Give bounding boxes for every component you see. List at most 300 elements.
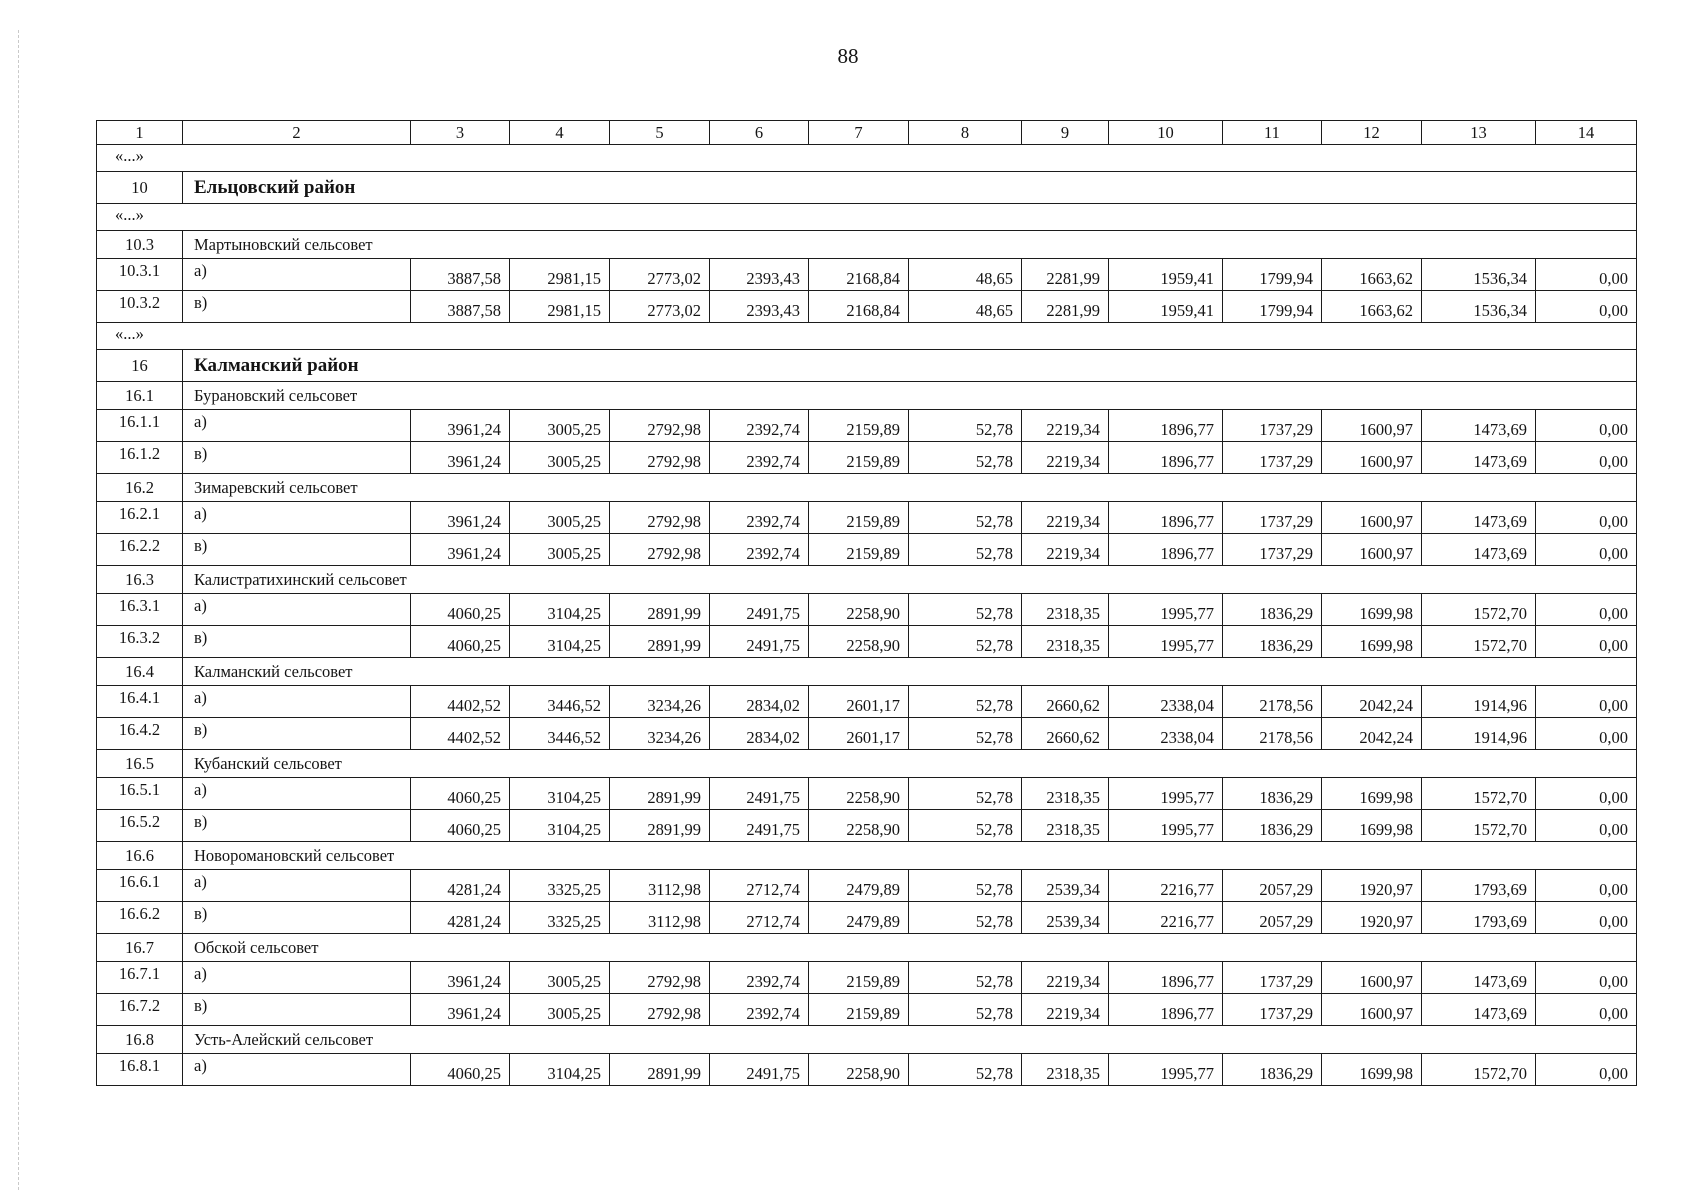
value-cell: 1699,98 xyxy=(1322,778,1422,810)
value-cell: 3234,26 xyxy=(610,686,710,718)
variant-label: а) xyxy=(183,502,411,534)
value-cell: 52,78 xyxy=(909,870,1022,902)
variant-label: а) xyxy=(183,1054,411,1086)
variant-label: а) xyxy=(183,962,411,994)
value-cell: 3005,25 xyxy=(510,962,610,994)
value-cell: 2601,17 xyxy=(809,686,909,718)
value-cell: 1799,94 xyxy=(1223,259,1322,291)
value-cell: 2216,77 xyxy=(1109,902,1223,934)
value-cell: 0,00 xyxy=(1536,778,1637,810)
value-cell: 1600,97 xyxy=(1322,502,1422,534)
variant-label: в) xyxy=(183,534,411,566)
value-cell: 3005,25 xyxy=(510,502,610,534)
value-cell: 0,00 xyxy=(1536,534,1637,566)
row-code: 16.4.1 xyxy=(97,686,183,718)
row-code: 16.3 xyxy=(97,566,183,594)
value-cell: 1896,77 xyxy=(1109,534,1223,566)
value-cell: 2660,62 xyxy=(1022,718,1109,750)
value-cell: 4281,24 xyxy=(411,902,510,934)
value-cell: 2057,29 xyxy=(1223,870,1322,902)
value-cell: 3961,24 xyxy=(411,502,510,534)
omission-mark: «...» xyxy=(97,323,1637,350)
value-cell: 2891,99 xyxy=(610,1054,710,1086)
value-cell: 0,00 xyxy=(1536,994,1637,1026)
value-cell: 3104,25 xyxy=(510,594,610,626)
value-cell: 2338,04 xyxy=(1109,686,1223,718)
value-cell: 2834,02 xyxy=(710,718,809,750)
value-cell: 52,78 xyxy=(909,594,1022,626)
table-row xyxy=(97,534,1637,566)
value-cell: 3887,58 xyxy=(411,291,510,323)
value-cell: 3112,98 xyxy=(610,870,710,902)
variant-label: в) xyxy=(183,626,411,658)
value-cell: 3005,25 xyxy=(510,534,610,566)
value-cell: 2891,99 xyxy=(610,810,710,842)
value-cell: 2792,98 xyxy=(610,502,710,534)
council-row xyxy=(97,474,1637,502)
column-number-cell: 1 xyxy=(97,121,183,145)
value-cell: 2057,29 xyxy=(1223,902,1322,934)
value-cell: 2792,98 xyxy=(610,962,710,994)
value-cell: 3446,52 xyxy=(510,686,610,718)
value-cell: 4281,24 xyxy=(411,870,510,902)
council-name: Зимаревский сельсовет xyxy=(183,474,1637,502)
column-number-cell: 10 xyxy=(1109,121,1223,145)
variant-label: а) xyxy=(183,686,411,718)
value-cell: 1836,29 xyxy=(1223,594,1322,626)
value-cell: 1600,97 xyxy=(1322,410,1422,442)
value-cell: 2338,04 xyxy=(1109,718,1223,750)
row-code: 16.1.2 xyxy=(97,442,183,474)
table-row xyxy=(97,962,1637,994)
council-name: Обской сельсовет xyxy=(183,934,1637,962)
column-number-cell: 9 xyxy=(1022,121,1109,145)
value-cell: 1473,69 xyxy=(1422,502,1536,534)
value-cell: 3961,24 xyxy=(411,534,510,566)
value-cell: 2159,89 xyxy=(809,962,909,994)
value-cell: 0,00 xyxy=(1536,626,1637,658)
value-cell: 52,78 xyxy=(909,534,1022,566)
value-cell: 2491,75 xyxy=(710,594,809,626)
value-cell: 2392,74 xyxy=(710,994,809,1026)
value-cell: 2216,77 xyxy=(1109,870,1223,902)
column-number-cell: 2 xyxy=(183,121,411,145)
value-cell: 2981,15 xyxy=(510,259,610,291)
row-code: 16.6.1 xyxy=(97,870,183,902)
row-code: 16.2.1 xyxy=(97,502,183,534)
variant-label: в) xyxy=(183,291,411,323)
row-code: 10.3.2 xyxy=(97,291,183,323)
value-cell: 2491,75 xyxy=(710,778,809,810)
variant-label: в) xyxy=(183,902,411,934)
table-row xyxy=(97,718,1637,750)
row-code: 16.3.1 xyxy=(97,594,183,626)
row-code: 16.2 xyxy=(97,474,183,502)
variant-label: в) xyxy=(183,718,411,750)
row-code: 16 xyxy=(97,350,183,382)
value-cell: 1799,94 xyxy=(1223,291,1322,323)
value-cell: 1914,96 xyxy=(1422,718,1536,750)
value-cell: 1536,34 xyxy=(1422,259,1536,291)
council-name: Калманский сельсовет xyxy=(183,658,1637,686)
table-row xyxy=(97,442,1637,474)
row-code: 16.5 xyxy=(97,750,183,778)
value-cell: 2219,34 xyxy=(1022,962,1109,994)
table-row xyxy=(97,686,1637,718)
column-number-cell: 8 xyxy=(909,121,1022,145)
value-cell: 0,00 xyxy=(1536,902,1637,934)
value-cell: 52,78 xyxy=(909,962,1022,994)
value-cell: 3234,26 xyxy=(610,718,710,750)
district-row xyxy=(97,172,1637,204)
variant-label: в) xyxy=(183,994,411,1026)
value-cell: 2601,17 xyxy=(809,718,909,750)
value-cell: 2219,34 xyxy=(1022,410,1109,442)
variant-label: а) xyxy=(183,259,411,291)
value-cell: 1914,96 xyxy=(1422,686,1536,718)
council-name: Мартыновский сельсовет xyxy=(183,231,1637,259)
value-cell: 2792,98 xyxy=(610,994,710,1026)
value-cell: 48,65 xyxy=(909,291,1022,323)
value-cell: 2712,74 xyxy=(710,902,809,934)
table-row xyxy=(97,410,1637,442)
value-cell: 1600,97 xyxy=(1322,442,1422,474)
value-cell: 2792,98 xyxy=(610,442,710,474)
value-cell: 4060,25 xyxy=(411,594,510,626)
value-cell: 3005,25 xyxy=(510,410,610,442)
value-cell: 1572,70 xyxy=(1422,1054,1536,1086)
table-row xyxy=(97,810,1637,842)
value-cell: 1473,69 xyxy=(1422,410,1536,442)
value-cell: 2491,75 xyxy=(710,626,809,658)
value-cell: 2219,34 xyxy=(1022,994,1109,1026)
row-code: 16.3.2 xyxy=(97,626,183,658)
value-cell: 2712,74 xyxy=(710,870,809,902)
value-cell: 3446,52 xyxy=(510,718,610,750)
value-cell: 2258,90 xyxy=(809,626,909,658)
value-cell: 52,78 xyxy=(909,1054,1022,1086)
value-cell: 1473,69 xyxy=(1422,962,1536,994)
council-row xyxy=(97,382,1637,410)
value-cell: 3104,25 xyxy=(510,778,610,810)
value-cell: 1699,98 xyxy=(1322,594,1422,626)
value-cell: 1473,69 xyxy=(1422,442,1536,474)
omission-mark: «...» xyxy=(97,204,1637,231)
variant-label: в) xyxy=(183,810,411,842)
district-row xyxy=(97,350,1637,382)
value-cell: 3005,25 xyxy=(510,442,610,474)
table-row xyxy=(97,994,1637,1026)
table-row xyxy=(97,870,1637,902)
value-cell: 4060,25 xyxy=(411,778,510,810)
value-cell: 2219,34 xyxy=(1022,534,1109,566)
value-cell: 0,00 xyxy=(1536,442,1637,474)
value-cell: 0,00 xyxy=(1536,870,1637,902)
row-code: 16.1 xyxy=(97,382,183,410)
table-row xyxy=(97,626,1637,658)
variant-label: а) xyxy=(183,870,411,902)
row-code: 16.7.1 xyxy=(97,962,183,994)
column-number-cell: 5 xyxy=(610,121,710,145)
column-number-cell: 6 xyxy=(710,121,809,145)
table-row xyxy=(97,291,1637,323)
value-cell: 52,78 xyxy=(909,502,1022,534)
table-row xyxy=(97,778,1637,810)
value-cell: 2042,24 xyxy=(1322,718,1422,750)
value-cell: 2159,89 xyxy=(809,410,909,442)
column-number-cell: 3 xyxy=(411,121,510,145)
value-cell: 2219,34 xyxy=(1022,442,1109,474)
value-cell: 3961,24 xyxy=(411,410,510,442)
council-row xyxy=(97,750,1637,778)
council-name: Новоромановский сельсовет xyxy=(183,842,1637,870)
value-cell: 1737,29 xyxy=(1223,962,1322,994)
council-name: Калистратихинский сельсовет xyxy=(183,566,1637,594)
row-code: 16.7.2 xyxy=(97,994,183,1026)
council-name: Кубанский сельсовет xyxy=(183,750,1637,778)
table-row xyxy=(97,594,1637,626)
council-row xyxy=(97,1026,1637,1054)
value-cell: 3104,25 xyxy=(510,1054,610,1086)
value-cell: 1836,29 xyxy=(1223,778,1322,810)
value-cell: 3961,24 xyxy=(411,994,510,1026)
value-cell: 2168,84 xyxy=(809,259,909,291)
value-cell: 2539,34 xyxy=(1022,902,1109,934)
value-cell: 1995,77 xyxy=(1109,1054,1223,1086)
value-cell: 4060,25 xyxy=(411,1054,510,1086)
variant-label: а) xyxy=(183,778,411,810)
value-cell: 1663,62 xyxy=(1322,259,1422,291)
ellipsis-row xyxy=(97,323,1637,350)
variant-label: а) xyxy=(183,410,411,442)
value-cell: 2318,35 xyxy=(1022,778,1109,810)
table-row xyxy=(97,502,1637,534)
value-cell: 2891,99 xyxy=(610,594,710,626)
page-number: 88 xyxy=(837,44,859,68)
value-cell: 1959,41 xyxy=(1109,291,1223,323)
value-cell: 2773,02 xyxy=(610,291,710,323)
value-cell: 3112,98 xyxy=(610,902,710,934)
value-cell: 0,00 xyxy=(1536,962,1637,994)
value-cell: 2178,56 xyxy=(1223,718,1322,750)
value-cell: 52,78 xyxy=(909,686,1022,718)
value-cell: 1896,77 xyxy=(1109,442,1223,474)
value-cell: 2792,98 xyxy=(610,410,710,442)
table-body xyxy=(97,145,1637,1086)
value-cell: 1920,97 xyxy=(1322,902,1422,934)
value-cell: 0,00 xyxy=(1536,502,1637,534)
value-cell: 3005,25 xyxy=(510,994,610,1026)
value-cell: 2392,74 xyxy=(710,442,809,474)
value-cell: 2393,43 xyxy=(710,259,809,291)
value-cell: 1793,69 xyxy=(1422,902,1536,934)
value-cell: 2392,74 xyxy=(710,534,809,566)
value-cell: 2159,89 xyxy=(809,502,909,534)
value-cell: 2159,89 xyxy=(809,994,909,1026)
value-cell: 1995,77 xyxy=(1109,594,1223,626)
value-cell: 1473,69 xyxy=(1422,534,1536,566)
value-cell: 2318,35 xyxy=(1022,810,1109,842)
value-cell: 1572,70 xyxy=(1422,778,1536,810)
row-code: 16.4.2 xyxy=(97,718,183,750)
value-cell: 2258,90 xyxy=(809,594,909,626)
value-cell: 0,00 xyxy=(1536,291,1637,323)
value-cell: 2258,90 xyxy=(809,810,909,842)
value-cell: 4060,25 xyxy=(411,810,510,842)
value-cell: 2281,99 xyxy=(1022,291,1109,323)
value-cell: 52,78 xyxy=(909,778,1022,810)
value-cell: 2773,02 xyxy=(610,259,710,291)
value-cell: 1572,70 xyxy=(1422,594,1536,626)
variant-label: а) xyxy=(183,594,411,626)
value-cell: 1663,62 xyxy=(1322,291,1422,323)
value-cell: 1959,41 xyxy=(1109,259,1223,291)
value-cell: 2491,75 xyxy=(710,810,809,842)
value-cell: 0,00 xyxy=(1536,686,1637,718)
value-cell: 1737,29 xyxy=(1223,410,1322,442)
row-code: 16.2.2 xyxy=(97,534,183,566)
row-code: 16.7 xyxy=(97,934,183,962)
value-cell: 2393,43 xyxy=(710,291,809,323)
value-cell: 1536,34 xyxy=(1422,291,1536,323)
value-cell: 52,78 xyxy=(909,410,1022,442)
value-cell: 52,78 xyxy=(909,718,1022,750)
value-cell: 2792,98 xyxy=(610,534,710,566)
scan-edge-divider xyxy=(18,30,19,1190)
value-cell: 2318,35 xyxy=(1022,594,1109,626)
value-cell: 0,00 xyxy=(1536,1054,1637,1086)
value-cell: 2258,90 xyxy=(809,778,909,810)
value-cell: 2392,74 xyxy=(710,410,809,442)
row-code: 10.3 xyxy=(97,231,183,259)
value-cell: 1572,70 xyxy=(1422,626,1536,658)
value-cell: 1896,77 xyxy=(1109,502,1223,534)
table-row xyxy=(97,1054,1637,1086)
value-cell: 1836,29 xyxy=(1223,626,1322,658)
value-cell: 1699,98 xyxy=(1322,810,1422,842)
value-cell: 3961,24 xyxy=(411,442,510,474)
council-name: Бурановский сельсовет xyxy=(183,382,1637,410)
value-cell: 4060,25 xyxy=(411,626,510,658)
value-cell: 2891,99 xyxy=(610,778,710,810)
value-cell: 3961,24 xyxy=(411,962,510,994)
value-cell: 1473,69 xyxy=(1422,994,1536,1026)
value-cell: 2981,15 xyxy=(510,291,610,323)
value-cell: 3104,25 xyxy=(510,810,610,842)
row-code: 10.3.1 xyxy=(97,259,183,291)
row-code: 16.5.1 xyxy=(97,778,183,810)
column-number-cell: 4 xyxy=(510,121,610,145)
value-cell: 48,65 xyxy=(909,259,1022,291)
value-cell: 1600,97 xyxy=(1322,994,1422,1026)
variant-label: в) xyxy=(183,442,411,474)
value-cell: 0,00 xyxy=(1536,718,1637,750)
value-cell: 52,78 xyxy=(909,810,1022,842)
value-cell: 1600,97 xyxy=(1322,534,1422,566)
column-number-row xyxy=(97,121,1637,145)
value-cell: 2479,89 xyxy=(809,870,909,902)
value-cell: 1995,77 xyxy=(1109,778,1223,810)
value-cell: 2660,62 xyxy=(1022,686,1109,718)
ellipsis-row xyxy=(97,204,1637,231)
council-name: Усть-Алейский сельсовет xyxy=(183,1026,1637,1054)
value-cell: 4402,52 xyxy=(411,718,510,750)
value-cell: 1896,77 xyxy=(1109,994,1223,1026)
district-name: Ельцовский район xyxy=(183,172,1637,204)
value-cell: 52,78 xyxy=(909,902,1022,934)
column-number-cell: 7 xyxy=(809,121,909,145)
row-code: 16.8 xyxy=(97,1026,183,1054)
ellipsis-row xyxy=(97,145,1637,172)
value-cell: 2159,89 xyxy=(809,534,909,566)
value-cell: 2392,74 xyxy=(710,962,809,994)
value-cell: 3104,25 xyxy=(510,626,610,658)
council-row xyxy=(97,566,1637,594)
column-number-cell: 12 xyxy=(1322,121,1422,145)
value-cell: 2318,35 xyxy=(1022,1054,1109,1086)
value-cell: 1793,69 xyxy=(1422,870,1536,902)
value-cell: 0,00 xyxy=(1536,594,1637,626)
value-cell: 3325,25 xyxy=(510,902,610,934)
value-cell: 2281,99 xyxy=(1022,259,1109,291)
value-cell: 1699,98 xyxy=(1322,1054,1422,1086)
value-cell: 1836,29 xyxy=(1223,1054,1322,1086)
column-number-cell: 13 xyxy=(1422,121,1536,145)
row-code: 16.6.2 xyxy=(97,902,183,934)
value-cell: 2219,34 xyxy=(1022,502,1109,534)
value-cell: 0,00 xyxy=(1536,810,1637,842)
value-cell: 1737,29 xyxy=(1223,994,1322,1026)
value-cell: 52,78 xyxy=(909,442,1022,474)
table-row xyxy=(97,259,1637,291)
value-cell: 1572,70 xyxy=(1422,810,1536,842)
value-cell: 1699,98 xyxy=(1322,626,1422,658)
value-cell: 52,78 xyxy=(909,994,1022,1026)
column-number-cell: 14 xyxy=(1536,121,1637,145)
council-row xyxy=(97,231,1637,259)
value-cell: 1737,29 xyxy=(1223,534,1322,566)
value-cell: 1896,77 xyxy=(1109,410,1223,442)
value-cell: 1836,29 xyxy=(1223,810,1322,842)
value-cell: 2042,24 xyxy=(1322,686,1422,718)
value-cell: 2891,99 xyxy=(610,626,710,658)
value-cell: 2491,75 xyxy=(710,1054,809,1086)
value-cell: 52,78 xyxy=(909,626,1022,658)
value-cell: 1896,77 xyxy=(1109,962,1223,994)
column-number-cell: 11 xyxy=(1223,121,1322,145)
table-row xyxy=(97,902,1637,934)
value-cell: 4402,52 xyxy=(411,686,510,718)
row-code: 16.5.2 xyxy=(97,810,183,842)
value-cell: 2392,74 xyxy=(710,502,809,534)
value-cell: 2539,34 xyxy=(1022,870,1109,902)
value-cell: 2178,56 xyxy=(1223,686,1322,718)
omission-mark: «...» xyxy=(97,145,1637,172)
value-cell: 1737,29 xyxy=(1223,502,1322,534)
value-cell: 3887,58 xyxy=(411,259,510,291)
tariff-table xyxy=(96,120,1637,1086)
value-cell: 2159,89 xyxy=(809,442,909,474)
value-cell: 1995,77 xyxy=(1109,810,1223,842)
value-cell: 0,00 xyxy=(1536,259,1637,291)
value-cell: 2258,90 xyxy=(809,1054,909,1086)
row-code: 16.8.1 xyxy=(97,1054,183,1086)
value-cell: 1600,97 xyxy=(1322,962,1422,994)
value-cell: 1920,97 xyxy=(1322,870,1422,902)
value-cell: 2168,84 xyxy=(809,291,909,323)
council-row xyxy=(97,842,1637,870)
row-code: 16.4 xyxy=(97,658,183,686)
